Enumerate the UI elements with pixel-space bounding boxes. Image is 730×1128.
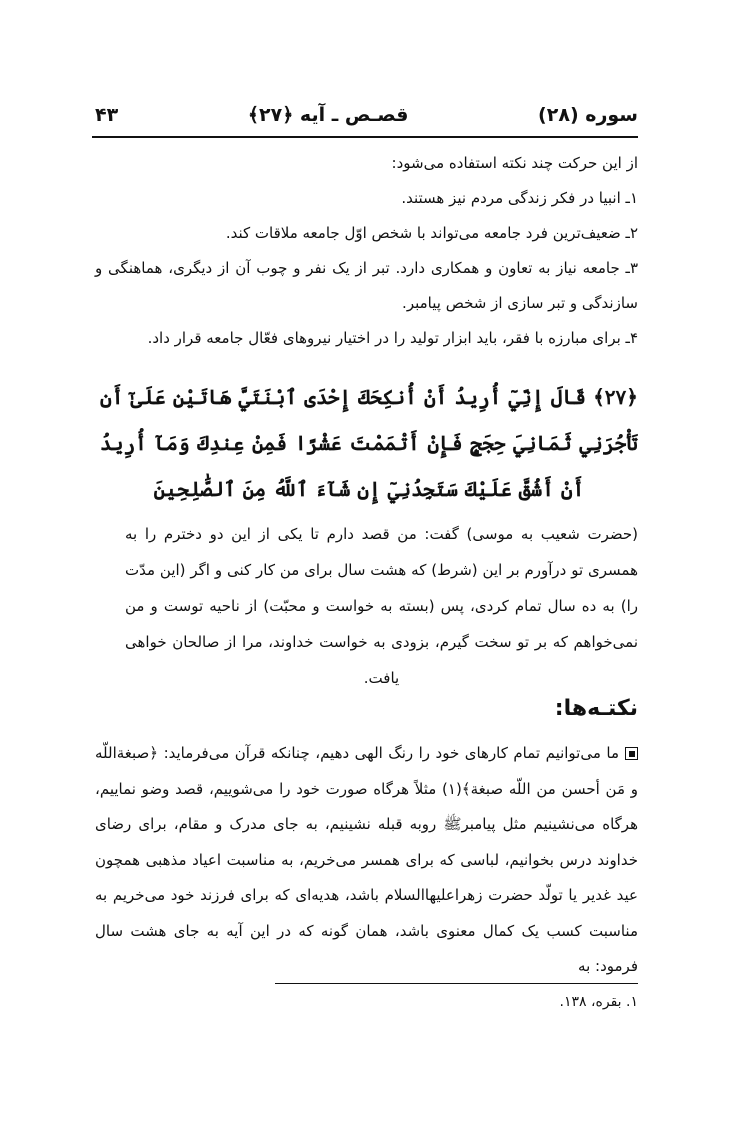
intro-lead: از این حرکت چند نکته استفاده می‌شود: (391, 154, 638, 172)
footnote-rule (275, 983, 638, 984)
page-number: ۴۳ (95, 104, 119, 126)
intro-item: ۱ـ انبیا در فکر زندگی مردم نیز هستند. (401, 189, 638, 207)
intro-item: ۳ـ جامعه نیاز به تعاون و همکاری دارد. تبر از یک نفر و چوب آن از دیگری، هماهنگی و سازندگی و تبر سازی از شخص پیامبر. (95, 259, 638, 312)
intro-item: ۴ـ برای مبارزه با فقر، باید ابزار تولید را در اختیار نیروهای فعّال جامعه قرار داد. (147, 329, 638, 347)
intro-item: ۲ـ ضعیف‌ترین فرد جامعه می‌تواند با شخص اوّل جامعه ملاقات کند. (225, 224, 638, 242)
header-rule (92, 136, 638, 138)
notes-paragraph: ما می‌توانیم تمام کارهای خود را رنگ الهی دهیم، چنانکه قرآن می‌فرماید: ﴿صبغة‌اللّه و مَن أحسن من اللّه صبغة﴾(۱) مثلاً هرگاه صورت خود را می‌شوییم، قصد وضو نماییم، هرگاه می‌نشینیم مثل پیامبرﷺ روبه قبله نشینیم، به جای مدرک و مقام، برای رضای خداوند درس بخوانیم، لباسی که برای همسر می‌خریم، به مناسبت اعیاد مذهبی همچون عید غدیر یا تولّد حضرت زهراعليها‌السلام باشد، هدیه‌ای که برای فرزند خود می‌خریم به مناسبت کسب یک کمال معنوی باشد، همان گونه که در این آیه به جای هشت سال فرمود: به (95, 744, 638, 975)
quran-verse: ﴿۲۷﴾ قَالَ إِنِّيٓ أُرِيدُ أَنْ أُنكِحَكَ إِحْدَى ٱبْنَتَيَّ هَاتَيْنِ عَلَىٰٓ أَن تَأْجُرَنِي ثَمَانِيَ حِجَجٍ فَإِنْ أَتْمَمْتَ عَشْرًا فَمِنْ عِندِكَ وَمَآ أُرِيدُ أَنْ أَشُقَّ عَلَيْكَ سَتَجِدُنِيٓ إِن شَآءَ ٱللَّهُ مِنَ ٱلصَّٰلِحِينَ (100, 385, 638, 501)
footnote: ۱. بقره، ۱۳۸. (559, 994, 638, 1010)
square-bullet-icon (625, 747, 638, 760)
verse-translation: (حضرت شعیب به موسی) گفت: من قصد دارم تا یکی از این دو دخترم را به همسری تو درآورم بر این (شرط) که هشت سال برای من کار کنی و اگر (این مدّت را) به ده سال تمام کردی، پس (بسته به خواست و محبّت) از ناحیه توست و من نمی‌خواهم که بر تو سخت گیرم، بزودی به خواست خداوند، مرا از صالحان خواهی یافت. (125, 525, 638, 687)
page-header (95, 98, 638, 132)
surah-label: سوره (۲۸) (538, 104, 638, 126)
notes-heading: نکتـه‌ها: (554, 696, 638, 721)
intro-section (95, 146, 638, 356)
notes-body (95, 736, 638, 985)
running-title: قصـص ـ آيه ﴿۲۷﴾ (247, 104, 409, 126)
